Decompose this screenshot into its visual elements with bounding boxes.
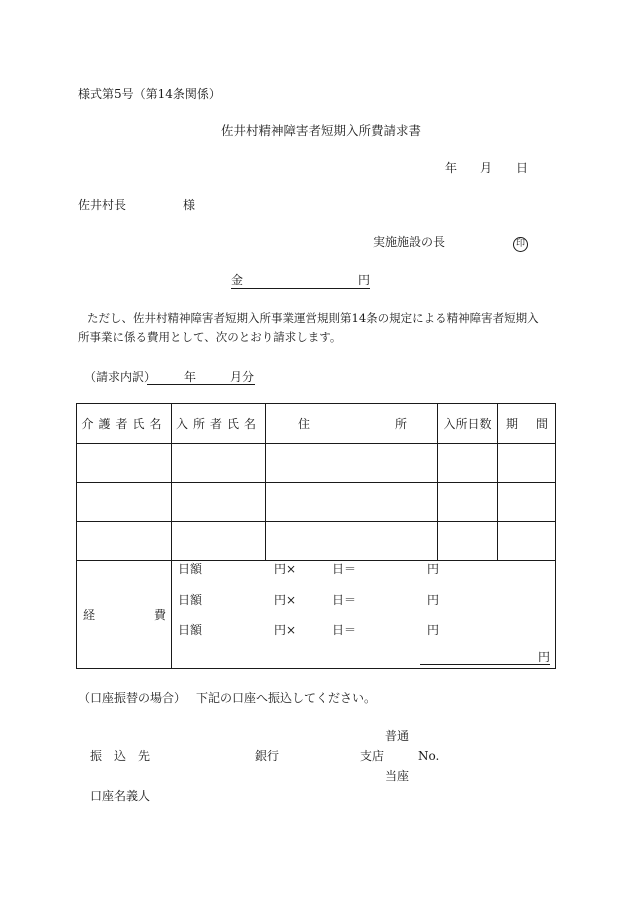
transfer-label: （口座振替の場合） (78, 691, 187, 705)
header-stay-days: 入所日数 (438, 404, 498, 444)
cell-address[interactable] (266, 444, 438, 483)
expense-yen: 円 (427, 562, 440, 576)
amount-suffix: 円 (358, 273, 371, 287)
cell-address[interactable] (266, 483, 438, 522)
header-address: 住 所 (266, 404, 438, 444)
bank-label: 銀行 (255, 749, 280, 763)
expense-total-yen: 円 (538, 650, 551, 664)
total-underline (420, 664, 550, 665)
breakdown-year: 年 (184, 370, 197, 384)
form-number: 様式第5号（第14条関係） (78, 87, 221, 101)
transfer-instruction: 下記の口座へ振込してください。 (196, 691, 377, 705)
document-title: 佐井村精神障害者短期入所費請求書 (221, 123, 422, 138)
cell-period[interactable] (498, 483, 556, 522)
date-day: 日 (516, 161, 529, 175)
cell-days[interactable] (438, 522, 498, 561)
table-row (77, 444, 556, 483)
expense-detail-cell (172, 561, 556, 669)
table-header-row (77, 404, 556, 444)
account-type-ordinary: 普通 (385, 729, 410, 743)
amount-underline (231, 288, 370, 289)
expense-daily-label: 日額 (178, 593, 203, 607)
date-year: 年 (445, 161, 458, 175)
table-row (77, 522, 556, 561)
cell-caregiver[interactable] (77, 444, 172, 483)
account-number-label: No. (418, 749, 440, 763)
breakdown-underline (147, 384, 255, 385)
cell-days[interactable] (438, 483, 498, 522)
cell-period[interactable] (498, 522, 556, 561)
expense-days-eq: 日＝ (332, 562, 357, 576)
header-caregiver-name: 介護者氏名 (77, 404, 172, 444)
cell-address[interactable] (266, 522, 438, 561)
expense-yen: 円 (427, 593, 440, 607)
claim-table (76, 403, 556, 669)
account-type-current: 当座 (385, 769, 410, 783)
body-text-line2: 所事業に係る費用として、次のとおり請求します。 (78, 330, 342, 344)
cell-caregiver[interactable] (77, 483, 172, 522)
payee-label: 振 込 先 (90, 749, 151, 763)
account-holder-label: 口座名義人 (90, 789, 151, 803)
cell-days[interactable] (438, 444, 498, 483)
seal-mark (513, 235, 528, 252)
expense-yen: 円 (427, 623, 440, 637)
table-row (77, 483, 556, 522)
breakdown-month: 月分 (230, 370, 255, 384)
addressee-name: 佐井村長 (78, 198, 127, 212)
seal-icon: 印 (513, 237, 528, 252)
expense-daily-label: 日額 (178, 623, 203, 637)
expense-daily-label: 日額 (178, 562, 203, 576)
header-resident-name: 入所者氏名 (172, 404, 266, 444)
expense-yen-times: 円× (274, 623, 297, 637)
expense-days-eq: 日＝ (332, 593, 357, 607)
issuer-label: 実施施設の長 (373, 235, 446, 249)
expense-yen-times: 円× (274, 593, 297, 607)
expense-row (77, 561, 556, 669)
expense-days-eq: 日＝ (332, 623, 357, 637)
branch-label: 支店 (360, 749, 385, 763)
header-period: 期 間 (498, 404, 556, 444)
cell-resident[interactable] (172, 522, 266, 561)
expense-yen-times: 円× (274, 562, 297, 576)
date-month: 月 (480, 161, 493, 175)
body-text-line1: ただし、佐井村精神障害者短期入所事業運営規則第14条の規定による精神障害者短期入 (87, 311, 539, 325)
expense-label-cell: 経 費 (77, 561, 172, 669)
cell-resident[interactable] (172, 483, 266, 522)
cell-resident[interactable] (172, 444, 266, 483)
breakdown-label: （請求内訳） (84, 370, 157, 384)
addressee-honorific: 様 (183, 198, 196, 212)
amount-prefix: 金 (231, 273, 244, 287)
cell-period[interactable] (498, 444, 556, 483)
cell-caregiver[interactable] (77, 522, 172, 561)
